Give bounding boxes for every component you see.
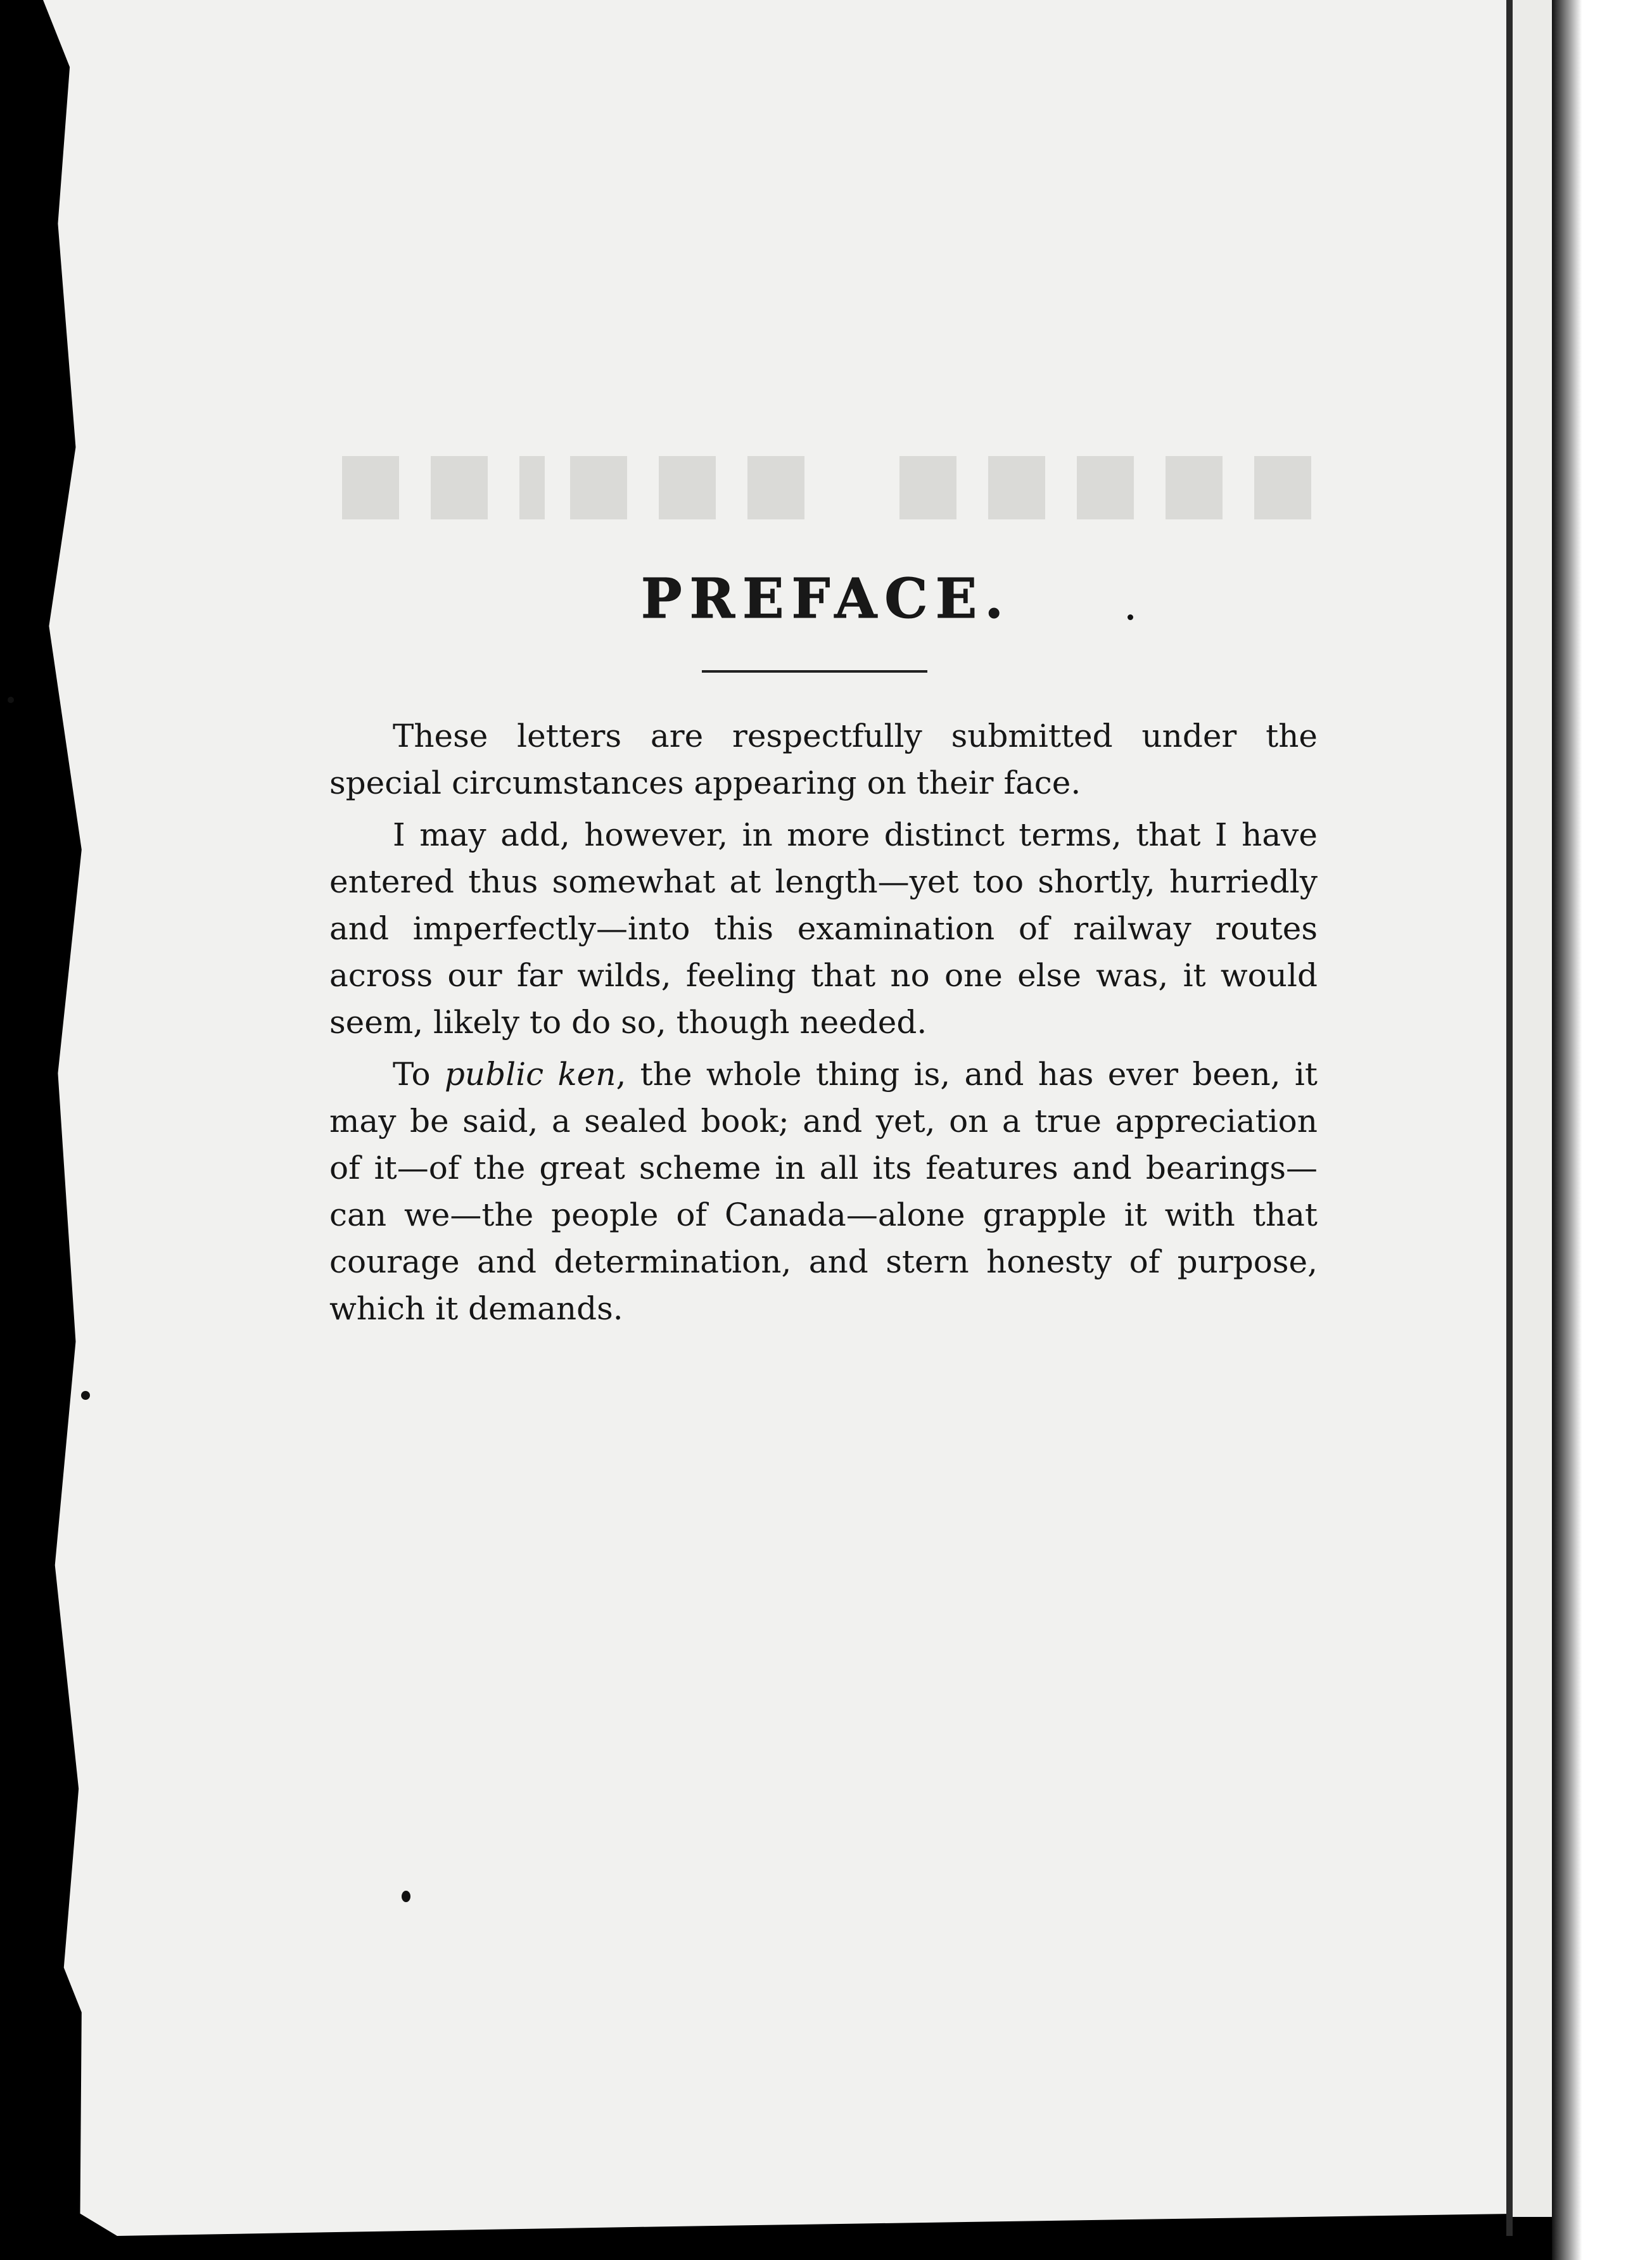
- ink-speck: [81, 1391, 90, 1400]
- paragraph-1: [329, 713, 1318, 806]
- paragraph-2: [329, 811, 1318, 1046]
- paragraph-lead: To: [393, 1056, 445, 1093]
- paragraph-3: [329, 1051, 1318, 1332]
- title-rule: [702, 670, 927, 673]
- scan-margin: [1552, 0, 1652, 2260]
- italic-phrase: public ken: [444, 1056, 616, 1093]
- ink-speck: [1128, 614, 1133, 620]
- ink-speck: [402, 1891, 410, 1902]
- preface-body: [329, 713, 1318, 1337]
- paragraph-text: , the whole thing is, and has ever been, it may be said, a sealed book; and yet, on a true appreciation of it—of the great scheme in all its features and bearings—can we—the people of Canada—alone grapple it with that courage and determination, and stern honesty of purpose, which it demands.: [329, 1056, 1318, 1327]
- paragraph-text: I may add, however, in more distinct terms, that I have entered thus somewhat at length—yet too shortly, hurriedly and imperfectly—into this examination of railway routes across our far wilds, feeling that no one else was, it would seem, likely to do so, though needed.: [329, 816, 1318, 1041]
- show-through-marks: [342, 443, 1356, 555]
- ink-speck: [8, 697, 14, 703]
- page-fold-edge: [1506, 0, 1513, 2236]
- page-title: PREFACE.: [640, 567, 1012, 631]
- paragraph-text: These letters are respectfully submitted under the special circumstances appearing on their face.: [329, 718, 1318, 801]
